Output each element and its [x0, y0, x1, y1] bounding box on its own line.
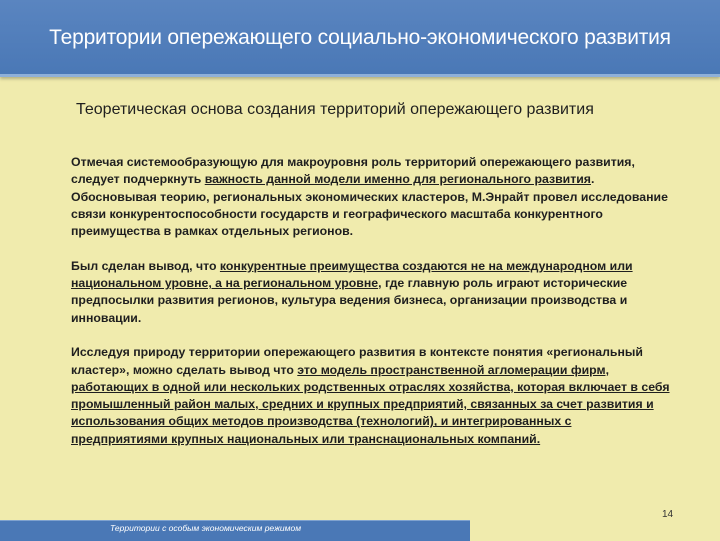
paragraph-3-underlined: это модель пространственной агломерации фирм, работающих в одной или нескольких родственных отраслях хозяйства, которая включает в себя промышленный район малых, средних и крупных предприятий, связанных за счет развития и использования общих методов производства (технологий), и интегрированных с предприятиями крупных национальных или транснациональных компаний. [71, 362, 670, 446]
paragraph-3-text: Исследуя природу территории опережающего развития в контексте понятия «региональный кластер», можно сделать вывод что [71, 345, 643, 377]
slide-title: Территории опережающего социально-экономического развития [49, 26, 671, 49]
paragraph-2-underlined: конкурентные преимущества создаются не на международном или национальном уровне, а на региональном уровне [71, 258, 633, 291]
paragraph-2 [71, 258, 671, 327]
slide-content [71, 90, 671, 465]
body-text [71, 154, 671, 448]
paragraph-1-text: Отмечая системообразующую для макроуровня роль территорий опережающего развития, следует подчеркнуть [71, 155, 635, 187]
paragraph-2-text: Был сделан вывод, что [71, 258, 220, 273]
paragraph-3 [71, 344, 671, 448]
paragraph-2-text-end: , где главную роль играют исторические предпосылки развития регионов, культура ведения бизнеса, организации производства и инновации. [71, 276, 628, 325]
paragraph-1 [71, 154, 671, 240]
paragraph-1-text-end: . Обосновывая теорию, региональных экономических кластеров, М.Энрайт провел исследование связи конкурентоспособности государств и географического масштаба конкурентного преимущества в рамках отдельных регионов. [71, 172, 668, 239]
footer-caption: Территории с особым экономическим режимом [110, 523, 302, 533]
slide-subtitle: Теоретическая основа создания территорий опережающего развития [76, 101, 594, 118]
paragraph-1-underlined: важность данной модели именно для регионального развития [204, 172, 591, 187]
page-number: 14 [662, 509, 674, 520]
